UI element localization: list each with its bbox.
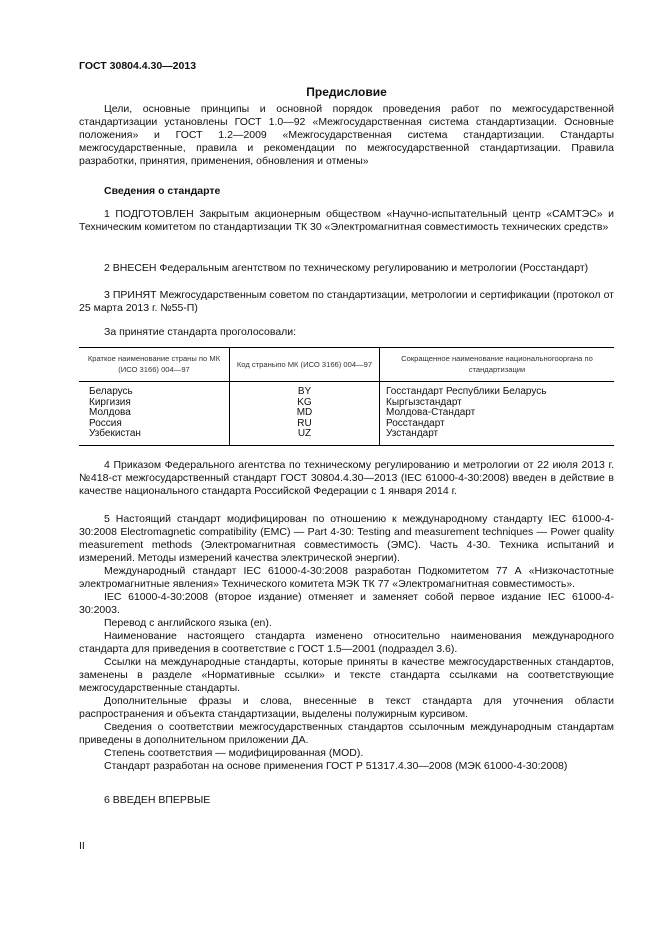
section-heading: Сведения о стандарте bbox=[104, 185, 221, 197]
voting-table bbox=[79, 347, 614, 446]
country-cell: Киргизия bbox=[89, 396, 131, 408]
table-header: Сокращенное наименование национальногооргана по стандартизации bbox=[380, 348, 615, 382]
item-5-paragraph: 5 Настоящий стандарт модифицирован по отношению к международному стандарту IEC 61000-4-30:2008 Electromagnetic compatibility (EMC) — Part 4-30: Testing and measurement techniques — Power quality measurement methods (Электромагнитная совместимость (ЭМС). Часть 4-30. Техника испытаний и измерений. Методы измерений качества электрической энергии). bbox=[79, 513, 614, 564]
code-cell: MD bbox=[230, 408, 380, 419]
item-5-paragraph: Наименование настоящего стандарта изменено относительно наименования международного стандарта для приведения в соответствие с ГОСТ 1.5—2001 (подраздел 3.6). bbox=[79, 630, 614, 655]
item-5-paragraph: Ссылки на международные стандарты, которые приняты в качестве межгосударственных стандартов, заменены в разделе «Нормативные ссылки» и тексте стандарта ссылками на соответствующие межгосударственные стандарты. bbox=[79, 656, 614, 694]
country-cell: Беларусь bbox=[89, 386, 133, 397]
page-title: Предисловие bbox=[306, 85, 387, 99]
body-cell: Молдова-Стандарт bbox=[380, 408, 615, 419]
voted-label: За принятие стандарта проголосовали: bbox=[104, 326, 297, 338]
item-3: 3 ПРИНЯТ Межгосударственным советом по стандартизации, метрологии и сертификации (протокол от 25 марта 2013 г. №55-П) bbox=[79, 289, 614, 314]
item-5-paragraph: IEC 61000-4-30:2008 (второе издание) отменяет и заменяет собой первое издание IEC 61000-4-30:2003. bbox=[79, 591, 614, 616]
item-5-paragraph: Перевод с английского языка (en). bbox=[104, 617, 272, 629]
item-5-paragraph: Стандарт разработан на основе применения ГОСТ Р 51317.4.30—2008 (МЭК 61000-4-30:2008) bbox=[104, 760, 568, 772]
page-number: II bbox=[79, 840, 85, 852]
body-cell: Узстандарт bbox=[380, 429, 615, 445]
table-header: Краткое наименование страны по МК (ИСО 3166) 004—97 bbox=[79, 348, 230, 382]
item-5-paragraph: Степень соответствия — модифицированная (MOD). bbox=[104, 747, 364, 759]
body-cell: Росстандарт bbox=[380, 419, 615, 430]
code-cell: RU bbox=[230, 419, 380, 430]
item-5-paragraph: Дополнительные фразы и слова, внесенные в текст стандарта для уточнения области распространения и объекта стандартизации, выделены полужирным курсивом. bbox=[79, 695, 614, 720]
code-cell: KG bbox=[230, 398, 380, 409]
code-cell: UZ bbox=[230, 429, 380, 445]
body-cell: Кыргызстандарт bbox=[380, 398, 615, 409]
table-row bbox=[79, 429, 614, 445]
item-5-paragraph: Международный стандарт IEC 61000-4-30:2008 разработан Подкомитетом 77 А «Низкочастотные электромагнитные явления» Технического комитета МЭК ТК 77 «Электромагнитная совместимость». bbox=[79, 565, 614, 590]
code-cell: BY bbox=[230, 382, 380, 398]
country-cell: Россия bbox=[89, 417, 122, 429]
country-cell: Узбекистан bbox=[79, 429, 230, 445]
table-row bbox=[79, 398, 614, 409]
table-row bbox=[79, 408, 614, 419]
item-2: 2 ВНЕСЕН Федеральным агентством по техническому регулированию и метрологии (Росстандарт) bbox=[104, 262, 589, 274]
item-5 bbox=[79, 513, 614, 773]
item-6: 6 ВВЕДЕН ВПЕРВЫЕ bbox=[104, 794, 211, 806]
item-1: 1 ПОДГОТОВЛЕН Закрытым акционерным обществом «Научно-испытательный центр «САМТЭС» и Техническим комитетом по стандартизации ТК 30 «Электромагнитная совместимость технических средств» bbox=[79, 208, 614, 233]
table-row bbox=[79, 419, 614, 430]
body-cell: Госстандарт Республики Беларусь bbox=[380, 382, 615, 398]
intro-paragraph: Цели, основные принципы и основной порядок проведения работ по межгосударственной стандартизации установлены ГОСТ 1.0—92 «Межгосударственная система стандартизации. Основные положения» и ГОСТ 1.2—2009 «Межгосударственная система стандартизации. Стандарты межгосударственные, правила и рекомендации по межгосударственной стандартизации. Правила разработки, принятия, применения, обновления и отмены» bbox=[79, 103, 614, 167]
table-header: Код страныпо МК (ИСО 3166) 004—97 bbox=[230, 348, 380, 382]
item-5-paragraph: Сведения о соответствии межгосударственных стандартов ссылочным международным стандартам приведены в дополнительном приложении ДА. bbox=[79, 721, 614, 746]
country-cell: Молдова bbox=[89, 407, 131, 418]
document-header: ГОСТ 30804.4.30—2013 bbox=[79, 60, 197, 72]
table-row bbox=[79, 382, 614, 398]
item-4: 4 Приказом Федерального агентства по техническому регулированию и метрологии от 22 июля 2013 г. №418-ст межгосударственный стандарт ГОСТ 30804.4.30—2013 (IEC 61000-4-30:2008) введен в действие в качестве национального стандарта Российской Федерации с 1 января 2014 г. bbox=[79, 459, 614, 497]
